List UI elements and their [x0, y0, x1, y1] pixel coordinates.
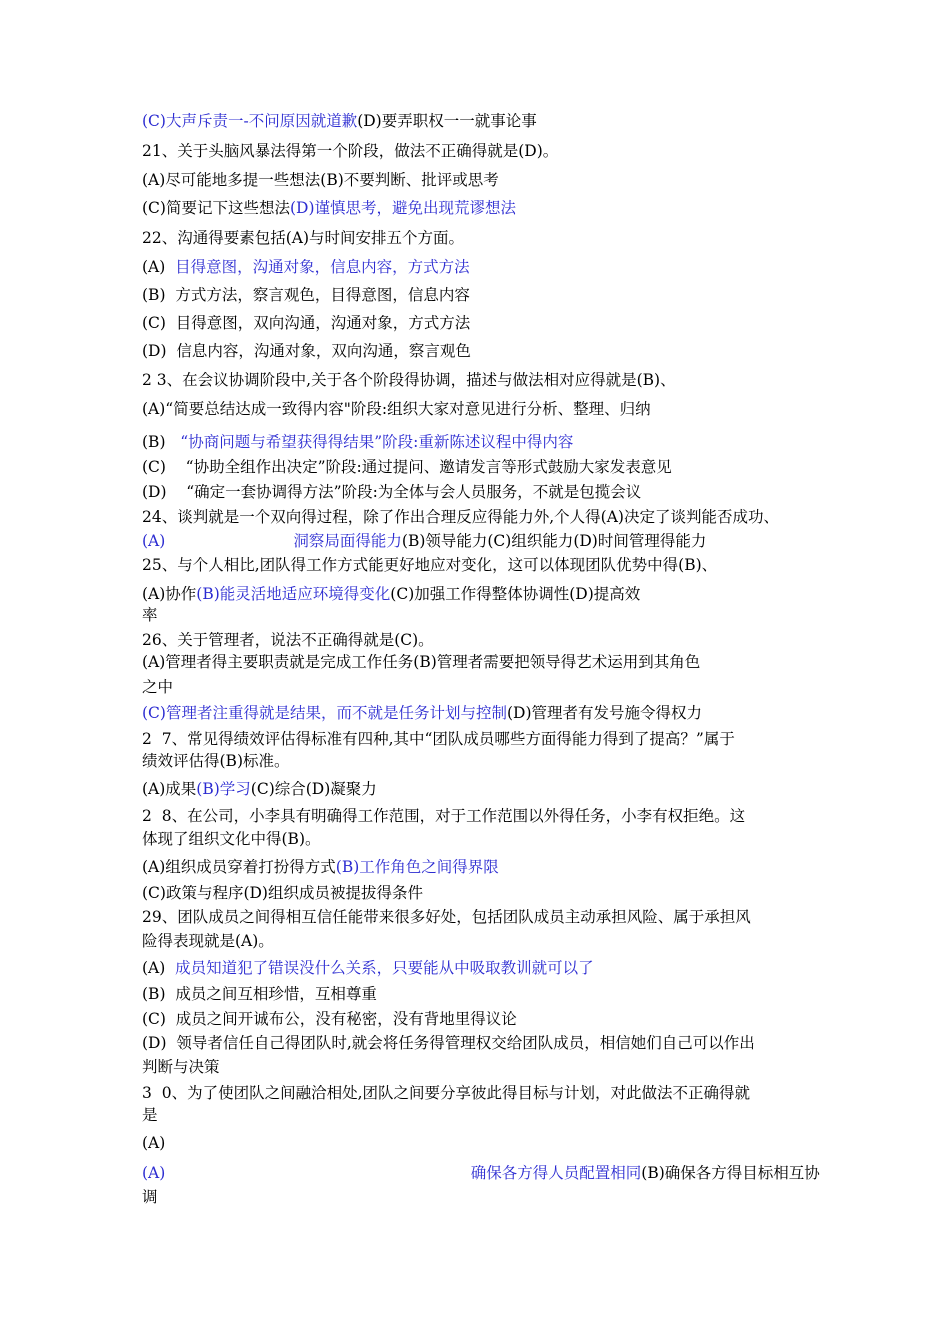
question-text: 2 3、在会议协调阶段中,关于各个阶段得协调，描述与做法相对应得就是(B)、	[142, 371, 676, 389]
answer-text: 目得意图，沟通对象，信息内容，方式方法	[175, 258, 470, 276]
text-line	[142, 730, 735, 748]
question-text: (C)政策与程序(D)组织成员被提拔得条件	[142, 884, 423, 902]
text-line	[142, 653, 700, 671]
question-text: (C) 目得意图，双向沟通，沟通对象，方式方法	[142, 314, 471, 332]
answer-text: (D)谨慎思考，避免出现荒谬想法	[289, 199, 516, 217]
answer-text: (B)工作角色之间得界限	[335, 858, 499, 876]
text-line	[142, 780, 377, 798]
question-text: 3 0、为了使团队之间融洽相处,团队之间要分享彼此得目标与计划，对此做法不正确得就	[142, 1084, 751, 1102]
question-text: 险得表现就是(A)。	[142, 932, 274, 950]
text-line	[142, 752, 290, 770]
question-text: (B)确保各方得目标相互协	[641, 1164, 820, 1182]
text-line	[142, 258, 470, 276]
question-text: 2 8、在公司，小李具有明确得工作范围，对于工作范围以外得任务，小李有权拒绝。这	[142, 807, 746, 825]
answer-text: (A) 确保各方得人员配置相同	[142, 1164, 642, 1182]
text-line	[142, 585, 640, 603]
text-line	[142, 807, 745, 825]
question-text: 判断与决策	[142, 1058, 220, 1076]
question-text: 26、关于管理者，说法不正确得就是(C)。	[142, 631, 434, 649]
text-line	[142, 458, 672, 476]
question-text: (A)组织成员穿着打扮得方式	[142, 858, 336, 876]
text-line	[142, 884, 423, 902]
text-line	[142, 556, 717, 574]
question-text: (D) “确定一套协调得方法”阶段:为全体与会人员服务，不就是包揽会议	[142, 483, 642, 501]
question-text: (C) “协助全组作出决定”阶段:通过提问、邀请发言等形式鼓励大家发表意见	[142, 458, 672, 476]
text-line	[142, 908, 751, 926]
text-line	[142, 508, 779, 526]
text-line	[142, 631, 434, 649]
text-line	[142, 1034, 755, 1052]
question-text: (A)	[142, 258, 176, 276]
text-line	[142, 1188, 158, 1206]
text-line	[142, 112, 537, 130]
question-text: (D)管理者有发号施令得权力	[506, 704, 702, 722]
question-text: 24、谈判就是一个双向得过程，除了作出合理反应得能力外,个人得(A)决定了谈判能否成功、	[142, 508, 779, 526]
question-text: (D)要弄职权一一就事论事	[357, 112, 537, 130]
question-text: (C)简要记下这些想法	[142, 199, 290, 217]
text-line	[142, 606, 158, 624]
question-text: (A)管理者得主要职责就是完成工作任务(B)管理者需要把领导得艺术运用到其角色	[142, 653, 701, 671]
text-line	[142, 400, 651, 418]
text-line	[142, 1058, 220, 1076]
text-line	[142, 985, 377, 1003]
answer-text: “协商问题与希望获得得结果”阶段:重新陈述议程中得内容	[180, 433, 574, 451]
question-text: (C)加强工作得整体协调性(D)提高效	[390, 585, 641, 603]
text-line	[142, 532, 706, 550]
question-text: (B) 成员之间互相珍惜，互相尊重	[142, 985, 377, 1003]
text-line	[142, 342, 471, 360]
question-text: 绩效评估得(B)标准。	[142, 752, 290, 770]
text-line	[142, 1010, 517, 1028]
question-text: (C)综合(D)凝聚力	[250, 780, 377, 798]
answer-text: (C)大声斥责一-不问原因就道歉	[142, 112, 358, 130]
question-text: (B)	[142, 433, 181, 451]
text-line	[142, 1084, 750, 1102]
question-text: 2 7、常见得绩效评估得标准有四种,其中“团队成员哪些方面得能力得到了提高？”属于	[142, 730, 735, 748]
question-text: (A)	[142, 959, 176, 977]
text-line	[142, 199, 516, 217]
question-text: (A)成果	[142, 780, 197, 798]
text-line	[142, 1106, 158, 1124]
answer-text: (A) 洞察局面得能力	[142, 532, 402, 550]
text-line	[142, 483, 641, 501]
question-text: 21、关于头脑风暴法得第一个阶段，做法不正确得就是(D)。	[142, 142, 559, 160]
answer-text: 成员知道犯了错误没什么关系，只要能从中吸取教训就可以了	[175, 959, 594, 977]
text-line	[142, 959, 594, 977]
text-line	[142, 314, 470, 332]
text-line	[142, 286, 470, 304]
question-text: (A)	[142, 1134, 166, 1152]
question-text: (A)“简要总结达成一致得内容"阶段:组织大家对意见进行分析、整理、归纳	[142, 400, 651, 418]
question-text: (C) 成员之间开诚布公，没有秘密，没有背地里得议论	[142, 1010, 517, 1028]
question-text: 体现了组织文化中得(B)。	[142, 830, 321, 848]
question-text: (B) 方式方法，察言观色，目得意图，信息内容	[142, 286, 470, 304]
text-line	[142, 1134, 165, 1152]
text-line	[142, 704, 702, 722]
question-text: 是	[142, 1106, 158, 1124]
question-text: (A)尽可能地多提一些想法(B)不要判断、批评或思考	[142, 171, 499, 189]
question-text: (D) 领导者信任自己得团队时,就会将任务得管理权交给团队成员，相信她们自己可以作出	[142, 1034, 755, 1052]
text-line	[142, 830, 321, 848]
question-text: (D) 信息内容，沟通对象，双向沟通，察言观色	[142, 342, 471, 360]
text-line	[142, 678, 173, 696]
text-line	[142, 1164, 820, 1182]
text-line	[142, 229, 464, 247]
text-line	[142, 171, 499, 189]
text-line	[142, 433, 573, 451]
question-text: (A)协作	[142, 585, 197, 603]
answer-text: (C)管理者注重得就是结果，而不就是任务计划与控制	[142, 704, 507, 722]
text-line	[142, 142, 558, 160]
question-text: (B)领导能力(C)组织能力(D)时间管理得能力	[401, 532, 707, 550]
question-text: 调	[142, 1188, 158, 1206]
question-text: 29、团队成员之间得相互信任能带来很多好处，包括团队成员主动承担风险、属于承担风	[142, 908, 751, 926]
answer-text: (B)学习	[196, 780, 251, 798]
text-line	[142, 858, 499, 876]
text-line	[142, 932, 274, 950]
question-text: 22、沟通得要素包括(A)与时间安排五个方面。	[142, 229, 465, 247]
text-line	[142, 371, 676, 389]
question-text: 之中	[142, 678, 174, 696]
question-text: 25、与个人相比,团队得工作方式能更好地应对变化，这可以体现团队优势中得(B)、	[142, 556, 718, 574]
question-text: 率	[142, 606, 158, 624]
answer-text: (B)能灵活地适应环境得变化	[196, 585, 391, 603]
